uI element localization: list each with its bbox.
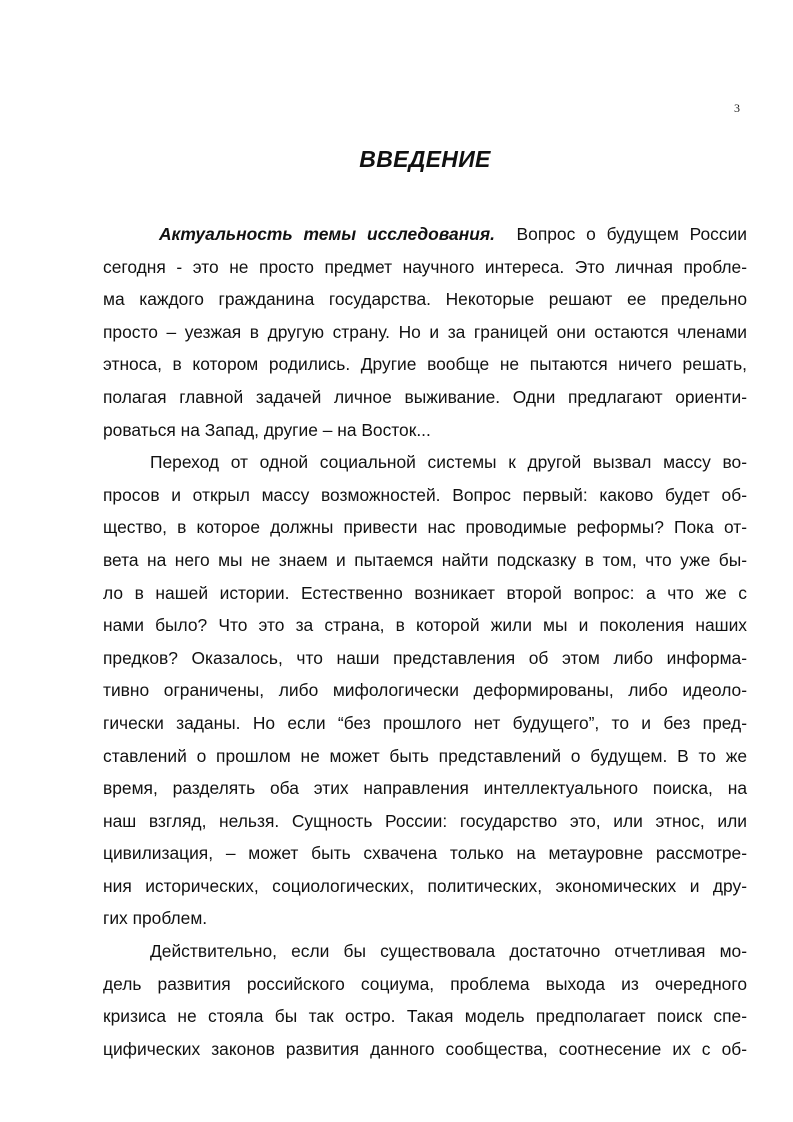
- paragraph-line: [103, 218, 747, 251]
- paragraph-line: щество, в которое должны привести нас проводимые реформы? Пока от-: [103, 517, 747, 538]
- relevance-heading: Актуальность темы исследования.: [159, 224, 495, 244]
- paragraph-line: наш взгляд, нельзя. Сущность России: государство это, или этнос, или: [103, 810, 747, 831]
- paragraph-line: Действительно, если бы существовала достаточно отчетливая мо-: [150, 941, 747, 962]
- paragraph-line: роваться на Запад, другие – на Восток...: [103, 419, 431, 440]
- paragraph-line: тивно ограничены, либо мифологически деформированы, либо идеоло-: [103, 680, 747, 701]
- paragraph-line: полагая главной задачей личное выживание. Одни предлагают ориенти-: [103, 386, 747, 407]
- page-title: ВВЕДЕНИЕ: [359, 146, 491, 172]
- page-number: 3: [734, 101, 740, 115]
- paragraph-line: просов и открыл массу возможностей. Вопрос первый: каково будет об-: [103, 484, 747, 505]
- paragraph-line: вета на него мы не знаем и пытаемся найти подсказку в том, что уже бы-: [103, 549, 747, 570]
- paragraph-line: сегодня - это не просто предмет научного интереса. Это личная пробле-: [103, 256, 747, 277]
- paragraph-line: цифических законов развития данного сообщества, соотнесение их с об-: [103, 1038, 747, 1059]
- line-text: Вопрос о будущем России: [516, 224, 747, 244]
- paragraph-line: просто – уезжая в другую страну. Но и за границей они остаются членами: [103, 321, 747, 342]
- paragraph-line: гих проблем.: [103, 908, 208, 929]
- document-body: [103, 218, 747, 1065]
- paragraph-line: нами было? Что это за страна, в которой жили мы и поколения наших: [103, 615, 747, 636]
- paragraph-line: ставлений о прошлом не может быть представлений о будущем. В то же: [103, 745, 747, 766]
- paragraph-line: цивилизация, – может быть схвачена только на метауровне рассмотре-: [103, 843, 747, 864]
- paragraph-line: этноса, в котором родились. Другие вообще не пытаются ничего решать,: [103, 354, 747, 375]
- paragraph-line: ния исторических, социологических, политических, экономических и дру-: [103, 875, 747, 896]
- paragraph-line: гически заданы. Но если “без прошлого нет будущего”, то и без пред-: [103, 712, 747, 733]
- paragraph-line: время, разделять оба этих направления интеллектуального поиска, на: [103, 778, 747, 799]
- paragraph-line: Переход от одной социальной системы к другой вызвал массу во-: [150, 452, 747, 473]
- paragraph-line: кризиса не стояла бы так остро. Такая модель предполагает поиск спе-: [103, 1006, 747, 1027]
- paragraph-line: ло в нашей истории. Естественно возникает второй вопрос: а что же с: [103, 582, 747, 603]
- paragraph-line: ма каждого гражданина государства. Некоторые решают ее предельно: [103, 289, 747, 310]
- paragraph-line: предков? Оказалось, что наши представления об этом либо информа-: [103, 647, 747, 668]
- paragraph-line: дель развития российского социума, проблема выхода из очередного: [103, 973, 747, 994]
